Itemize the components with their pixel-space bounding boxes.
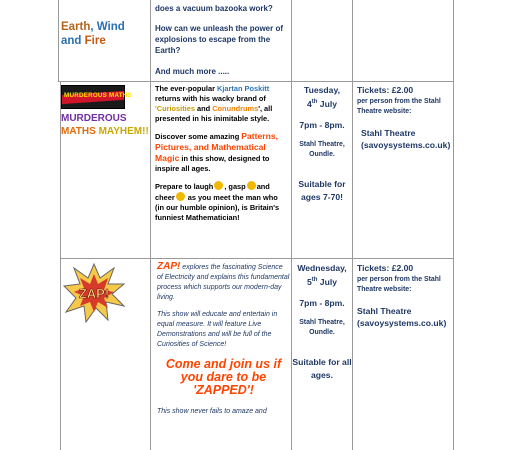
cheer-emoji-icon — [176, 192, 185, 201]
table-border — [352, 0, 353, 450]
zap-logo-image — [62, 262, 126, 324]
murderous-maths-title: MURDEROUS MATHS MAYHEM!! — [61, 113, 149, 137]
murderous-maths-tickets: Tickets: £2.00 per person from the Stahl Theatre website: Stahl Theatre (savoysystems.co.uk) — [357, 85, 451, 150]
table-border — [150, 0, 151, 450]
earth-wind-fire-description: does a vacuum bazooka work? How can we unleash the power of explosions to escape from the Earth? And much more ..... — [155, 4, 284, 76]
zap-logo-text: ZAP! — [78, 286, 110, 301]
laughing-emoji-icon — [214, 181, 223, 190]
zap-description: ZAP! explores the fascinating Science of Electricity and explains this fundamental process which supports our modern-day living. This show will educate and entertain in equal measure. It will feature Live Demonstrations and will be full of the Curiosities of Science! Come and join us if you dare to be 'ZAPPED'! This show never fails to amaze and — [157, 261, 290, 415]
zap-date: Wednesday, 5th July 7pm - 8pm. Stahl Theatre, Oundle. Suitable for all ages. — [292, 263, 352, 380]
table-border — [60, 258, 454, 259]
zap-tickets: Tickets: £2.00 per person from the Stahl Theatre website: Stahl Theatre (savoysystems.co.uk) — [357, 263, 451, 329]
gasp-emoji-icon — [247, 181, 256, 190]
stahl-theatre-link[interactable]: Stahl Theatre (savoysystems.co.uk) — [357, 306, 447, 328]
murderous-maths-description: The ever-popular Kjartan Poskitt returns with his wacky brand of 'Curiosities and Conundrums', all presented in his inimitable style. Discover some amazing Patterns, Pictures, and Mathematical Magic in this show, designed to inspire all ages. Prepare to laugh , gasp and cheer as you meet the man who (in our humble opinion), is Britain's funniest Mathematician! — [155, 84, 280, 222]
murderous-maths-logo: MURDEROUS MATHS — [61, 85, 125, 109]
stahl-theatre-link[interactable]: Stahl Theatre (savoysystems.co.uk) — [361, 128, 451, 150]
table-border — [453, 0, 454, 450]
murderous-maths-date: Tuesday, 4th July 7pm - 8pm. Stahl Theatre, Oundle. Suitable for ages 7-70! — [298, 85, 346, 202]
table-border — [291, 0, 292, 450]
earth-wind-fire-title: Earth, Wind and Fire — [61, 21, 125, 47]
table-border — [58, 81, 454, 82]
table-border — [58, 0, 59, 82]
